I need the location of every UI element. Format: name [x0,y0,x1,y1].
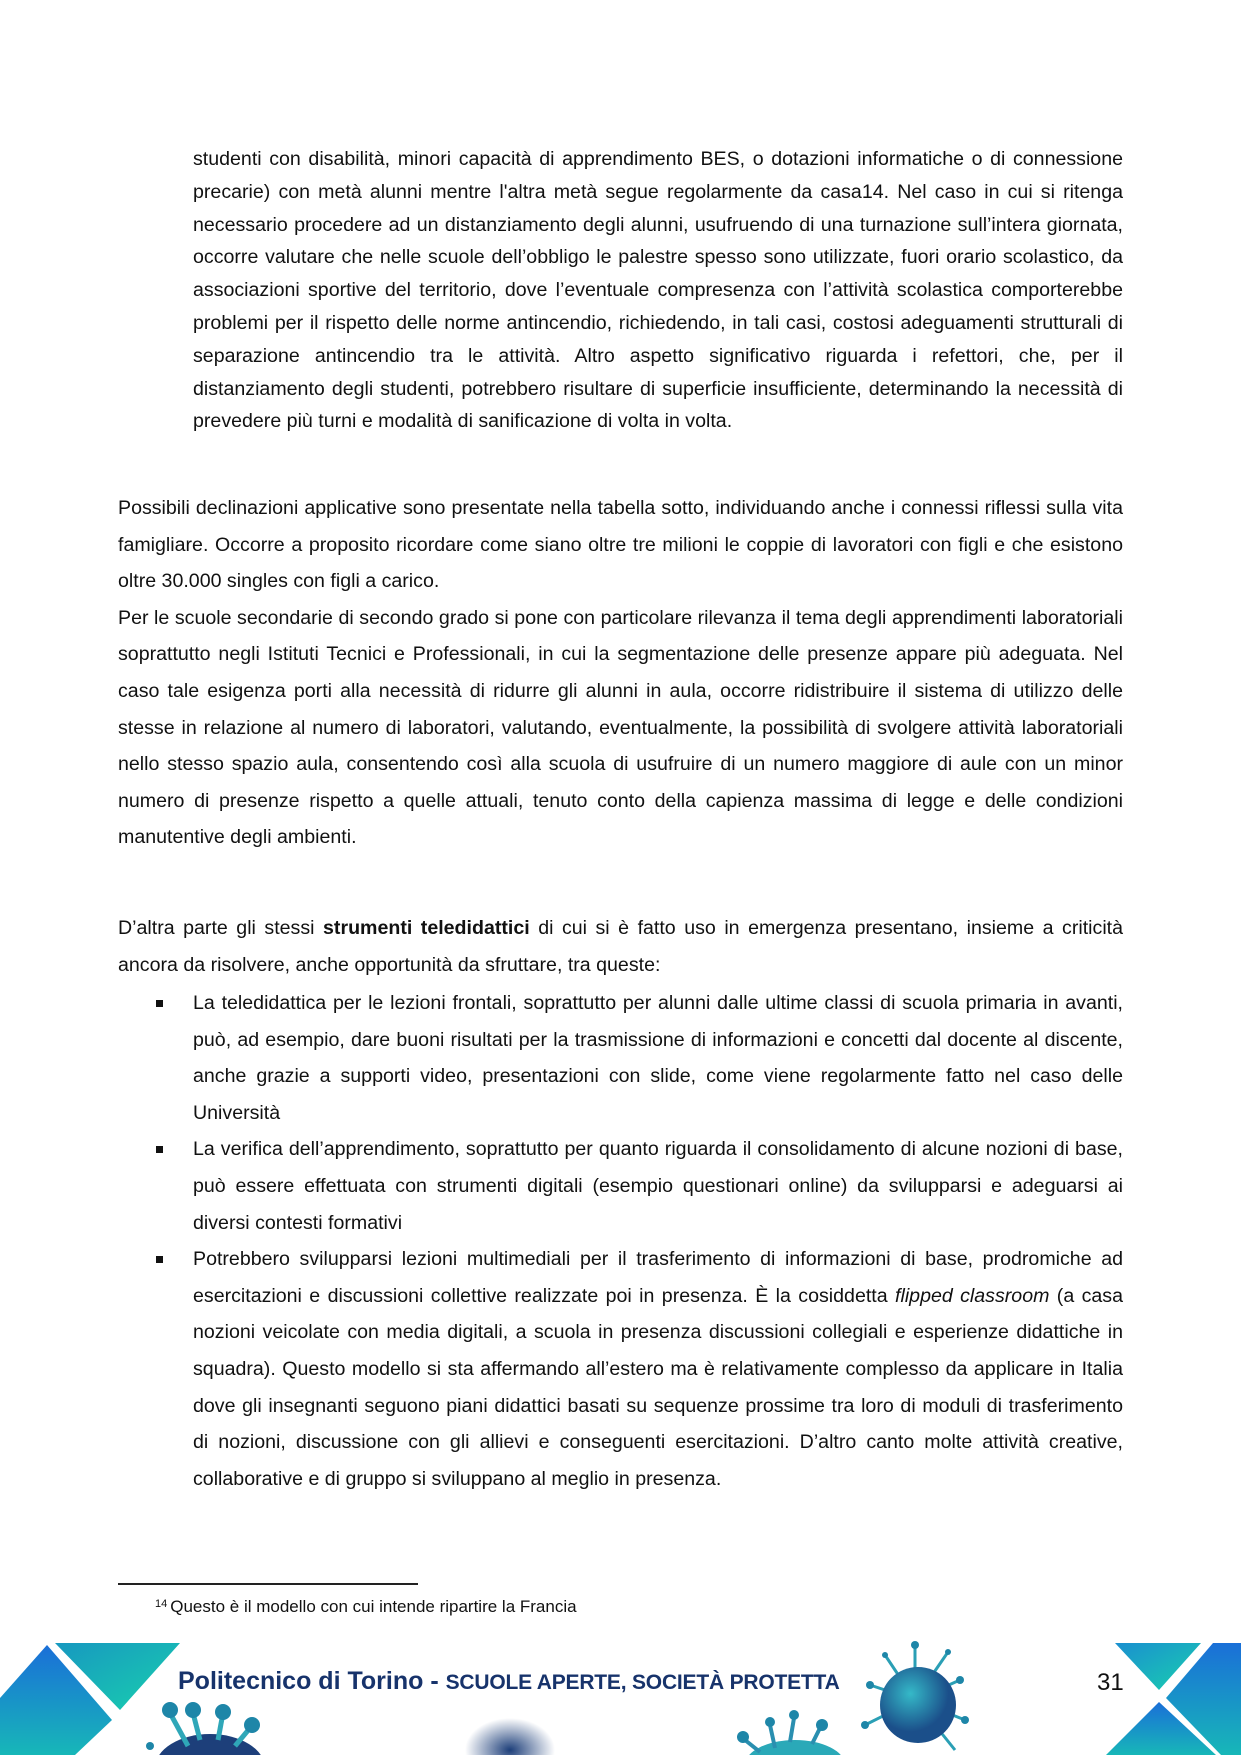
footnote-separator [118,1583,418,1585]
opportunities-list [118,985,1123,1497]
square-bullet-icon [156,1146,163,1153]
paragraph-declinazioni: Possibili declinazioni applicative sono presentate nella tabella sotto, individuando anche i connessi riflessi sulla vita famigliare. Occorre a proposito ricordare come siano oltre tre milioni le coppie di lavoratori con figli e che esistono oltre 30.000 singles con figli a carico. [118,497,1123,593]
italic-term: flipped classroom [895,1284,1050,1307]
continued-list-item [193,143,1123,438]
footer-title [178,1667,840,1696]
intro-text-continued: di cui si è fatto uso in emergenza presentano, insieme a criticità ancora da risolvere, anche opportunità da sfruttare, tra queste: [118,917,1124,976]
continued-item-text: studenti con disabilità, minori capacità di apprendimento BES, o dotazioni informatiche o di connessione precarie) con metà alunni mentre l'altra metà segue regolarmente da casa14. Nel caso in cui si ritenga necessario procedere ad un distanziamento degli alunni, usufruendo di una turnazione sull’intera giornata, occorre valutare che nelle scuole dell’obbligo le palestre spesso sono utilizzate, fuori orario scolastico, da associazioni sportive del territorio, dove l’eventuale compresenza con l’attività scolastica comporterebbe problemi per il rispetto delle norme antincendio, richiedendo, in tali casi, costosi adeguamenti strutturali di separazione antincendio tra le attività. Altro aspetto significativo riguarda i refettori, che, per il distanziamento degli studenti, potrebbero risultare di superficie insufficiente, determinando la necessità di prevedere più turni e modalità di sanificazione di volta in volta. [193,148,1123,433]
square-bullet-icon [156,1256,163,1263]
footnote-number: 14 [155,1598,168,1610]
report-title: SCUOLE APERTE, SOCIETÀ PROTETTA [445,1671,840,1694]
square-bullet-icon [156,1000,163,1007]
footnote [155,1596,577,1618]
paragraph-scuole-secondarie: Per le scuole secondarie di secondo grado si pone con particolare rilevanza il tema degli apprendimenti laboratoriali soprattutto negli Istituti Tecnici e Professionali, in cui la segmentazione delle presenze appare più adeguata. Nel caso tale esigenza porti alla necessità di ridurre gli alunni in aula, occorre ridistribuire il sistema di utilizzo delle stesse in relazione al numero di laboratori, valutando, eventualmente, la possibilità di svolgere attività laboratoriali nello stesso spazio aula, consentendo così alla scuola di usufruire di un numero maggiore di aule con un minor numero di presenze rispetto a quelle attuali, tenuto conto della capienza massima di legge e delle condizioni manutentive degli ambienti. [118,606,1123,849]
list-item [118,1241,1123,1497]
intro-text: D’altra parte gli stessi [118,917,324,939]
institution-name: Politecnico di Torino - [178,1667,446,1695]
virus-icon [860,1640,970,1755]
intro-bold-term: strumenti teledidattici [323,917,530,939]
list-item-text: La verifica dell’apprendimento, soprattutto per quanto riguarda il consolidamento di alcune nozioni di base, può essere effettuata con strumenti digitali (esempio questionari online) da svilupparsi e adeguarsi ai diversi contesti formativi [193,1138,1123,1234]
paragraph-group [118,490,1123,856]
list-item [118,1131,1123,1241]
list-item-text: La teledidattica per le lezioni frontali, soprattutto per alunni dalle ultime classi di scuola primaria in avanti, può, ad esempio, dare buoni risultati per la trasmissione di informazioni e concetti dal docente al discente, anche grazie a supporti video, presentazioni con slide, come viene regolarmente fatto nel caso delle Università [193,992,1123,1124]
list-item [118,985,1123,1131]
virus-blurred-icon [460,1710,560,1755]
paragraph-strumenti-intro [118,910,1123,983]
list-item-text: Potrebbero svilupparsi lezioni multimediali per il trasferimento di informazioni di base, prodromiche ad esercitazioni e discussioni collettive realizzate poi in presenza. È la cosiddetta [193,1248,1123,1307]
page-footer-banner [0,1640,1241,1755]
geometric-shapes-right-icon [1081,1640,1241,1755]
page-number: 31 [1097,1669,1124,1696]
virus-icon [130,1698,270,1755]
footnote-text: Questo è il modello con cui intende ripartire la Francia [170,1597,577,1616]
list-item-text-continued: (a casa nozioni veicolate con media digitali, a scuola in presenza discussioni collegiali e esperienze didattiche in squadra). Questo modello si sta affermando all’estero ma è relativamente complesso da applicare in Italia dove gli insegnanti seguono piani didattici basati su sequenze prossime tra loro di moduli di trasferimento di nozioni, discussione con gli allievi e conseguenti esercitazioni. D’altro canto molte attività creative, collaborative e di gruppo si sviluppano al meglio in presenza. [193,1284,1123,1490]
virus-icon [730,1710,860,1755]
